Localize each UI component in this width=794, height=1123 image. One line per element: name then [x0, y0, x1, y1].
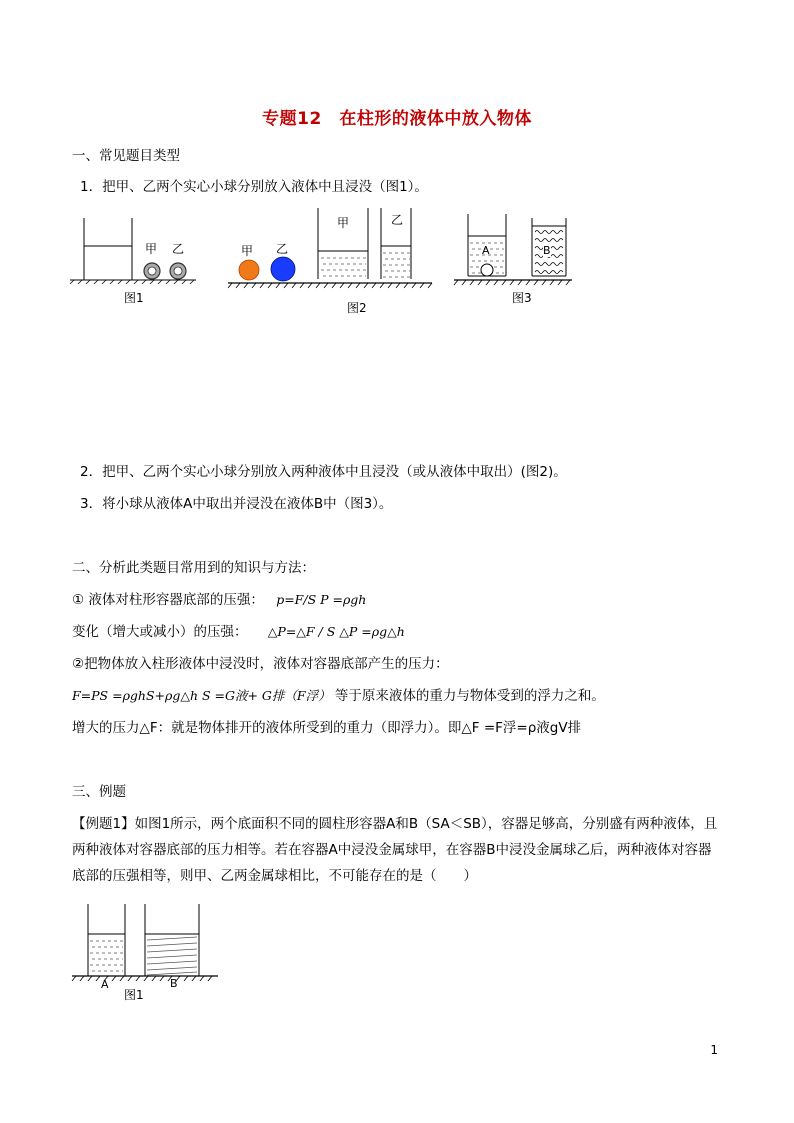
knowledge-2 [72, 622, 405, 642]
fig2-container-label-a: 甲 [337, 216, 350, 230]
force-formula: F=PS =ρghS+ρg△h S =G液+ G排（F浮） [72, 688, 331, 703]
pressure-formula: p=F/S P =ρgh [276, 592, 367, 607]
knowledge-2-text: 变化（增大或减小）的压强： [72, 624, 248, 640]
fig2-caption: 图2 [347, 301, 367, 315]
section1-heading: 一、常见题目类型 [72, 148, 180, 164]
fig2-ball-label-b: 乙 [276, 242, 289, 256]
knowledge-3: ②把物体放入柱形液体中浸没时，液体对容器底部产生的压力： [72, 656, 449, 672]
knowledge-1 [72, 590, 366, 610]
example-fig-caption: 图1 [124, 988, 144, 1002]
figure-3 [454, 214, 574, 290]
section2-heading: 二、分析此类题目常用到的知识与方法： [72, 560, 315, 576]
ball-jia-orange [239, 260, 259, 280]
figure-2 [228, 208, 434, 292]
section3-heading: 三、例题 [72, 784, 126, 800]
example-fig-label-a: A [101, 978, 109, 991]
fig1-caption: 图1 [124, 291, 144, 305]
knowledge-4-text: 等于原来液体的重力与物体受到的浮力之和。 [334, 688, 605, 704]
knowledge-1-text: ① 液体对柱形容器底部的压强： [72, 592, 264, 608]
example-figure [72, 904, 222, 984]
fig3-caption: 图3 [512, 291, 532, 305]
fig2-ball-label-a: 甲 [241, 244, 254, 258]
example-1: 【例题1】如图1所示，两个底面积不同的圆柱形容器A和B（SA＜SB），容器足够高，分别盛有两种液体，且两种液体对容器底部的压力相等。若在容器A中浸没金属球甲，在容器B中浸没金属球乙后，两种液体对容器底部的压强相等，则甲、乙两金属球相比，不可能存在的是（ ） [72, 816, 718, 884]
delta-pressure-formula: △P=△F / S △P =ρg△h [267, 624, 405, 639]
knowledge-5: 增大的压力△F：就是物体排开的液体所受到的重力（即浮力）。即△F =F浮=ρ液gV排 [72, 720, 582, 736]
ball-yi-blue [271, 257, 295, 281]
fig3-ball [481, 264, 493, 276]
fig1-ball-label-b: 乙 [172, 242, 185, 256]
knowledge-4 [72, 686, 605, 706]
page-title: 专题12 在柱形的液体中放入物体 [262, 109, 532, 129]
fig3-label-b: B [543, 244, 551, 257]
example-fig-label-b: B [170, 977, 178, 990]
item-1: 1．把甲、乙两个实心小球分别放入液体中且浸没（图1）。 [80, 179, 428, 195]
fig1-ball-label-a: 甲 [145, 242, 158, 256]
fig3-label-a: A [482, 244, 490, 257]
item-3: 3．将小球从液体A中取出并浸没在液体B中（图3）。 [80, 496, 393, 512]
item-2: 2．把甲、乙两个实心小球分别放入两种液体中且浸没（或从液体中取出）(图2)。 [80, 464, 567, 480]
page-number: 1 [710, 1043, 718, 1057]
fig2-container-label-b: 乙 [391, 213, 404, 227]
